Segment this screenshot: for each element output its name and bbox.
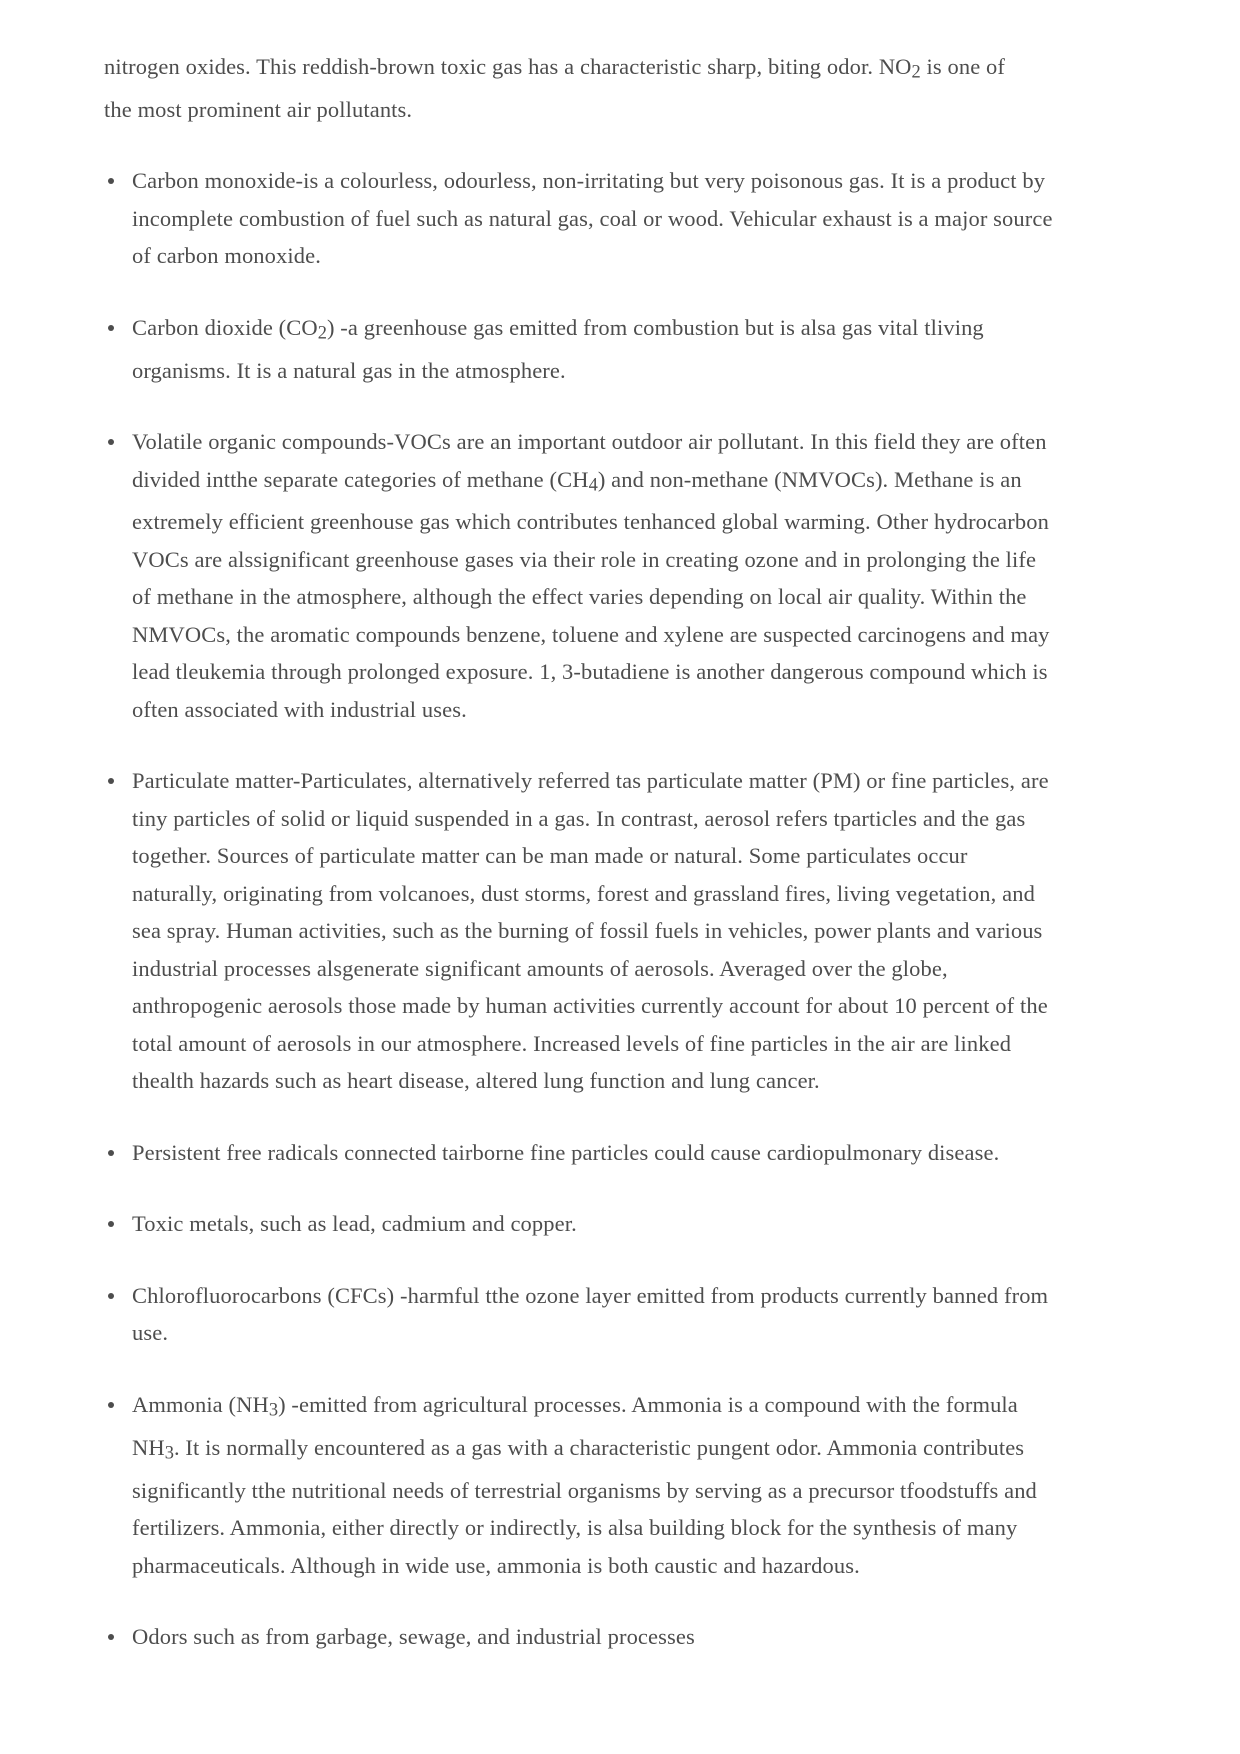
list-item-text: Particulate matter-Particulates, alternatively referred tas particulate matter (PM) or fine particles, are tiny particles of solid or liquid suspended in a gas. In contrast, aerosol refers tparticles and the gas together. Sources of particulate matter can be man made or natural. Some particulates occur naturally, originating from volcanoes, dust storms, forest and grassland fires, living vegetation, and sea spray. Human activities, such as the burning of fossil fuels in vehicles, power plants and various industrial processes alsgenerate significant amounts of aerosols. Averaged over the globe, anthropogenic aerosols those made by human activities currently account for about 10 percent of the total amount of aerosols in our atmosphere. Increased levels of fine particles in the air are linked thealth hazards such as heart disease, altered lung function and lung cancer. bbox=[132, 768, 1049, 1094]
list-item bbox=[104, 309, 1057, 389]
list-item-text: Odors such as from garbage, sewage, and industrial processes bbox=[132, 1624, 695, 1650]
list-item bbox=[104, 1134, 1057, 1172]
list-item-text: Volatile organic compounds-VOCs are an important outdoor air pollutant. In this field they are often divided intthe separate categories of methane (CH4) and non-methane (NMVOCs). Methane is an extremely efficient greenhouse gas which contributes tenhanced global warming. Other hydrocarbon VOCs are alssignificant greenhouse gases via their role in creating ozone and in prolonging the life of methane in the atmosphere, although the effect varies depending on local air quality. Within the NMVOCs, the aromatic compounds benzene, toluene and xylene are suspected carcinogens and may lead tleukemia through prolonged exposure. 1, 3-butadiene is another dangerous compound which is often associated with industrial uses. bbox=[132, 429, 1050, 722]
list-item-text: Chlorofluorocarbons (CFCs) -harmful tthe ozone layer emitted from products currently banned from use. bbox=[132, 1282, 1049, 1346]
list-item-text: Ammonia (NH3) -emitted from agricultural processes. Ammonia is a compound with the formula NH3. It is normally encountered as a gas with a characteristic pungent odor. Ammonia contributes significantly tthe nutritional needs of terrestrial organisms by serving as a precursor tfoodstuffs and fertilizers. Ammonia, either directly or indirectly, is alsa building block for the synthesis of many pharmaceuticals. Although in wide use, ammonia is both caustic and hazardous. bbox=[132, 1391, 1037, 1578]
list-item-text: Toxic metals, such as lead, cadmium and copper. bbox=[132, 1211, 577, 1237]
lead-paragraph: nitrogen oxides. This reddish-brown toxic gas has a characteristic sharp, biting odor. NO2 is one of the most prominent air pollutants. bbox=[104, 54, 1006, 122]
list-item-text: Carbon monoxide-is a colourless, odourless, non-irritating but very poisonous gas. It is a product by incomplete combustion of fuel such as natural gas, coal or wood. Vehicular exhaust is a major source of carbon monoxide. bbox=[132, 168, 1053, 269]
list-item bbox=[104, 1386, 1057, 1584]
list-item bbox=[104, 1618, 1057, 1656]
list-item bbox=[104, 423, 1057, 728]
list-item bbox=[104, 162, 1057, 275]
list-item bbox=[104, 1205, 1057, 1243]
list-item-text: Carbon dioxide (CO2) -a greenhouse gas emitted from combustion but is alsa gas vital tliving organisms. It is a natural gas in the atmosphere. bbox=[132, 314, 984, 383]
pollutant-bullet-list bbox=[104, 162, 1144, 1655]
list-item bbox=[104, 1277, 1057, 1352]
document-body bbox=[104, 48, 1144, 1656]
list-item bbox=[104, 762, 1057, 1100]
list-item-text: Persistent free radicals connected tairborne fine particles could cause cardiopulmonary disease. bbox=[132, 1139, 1000, 1165]
